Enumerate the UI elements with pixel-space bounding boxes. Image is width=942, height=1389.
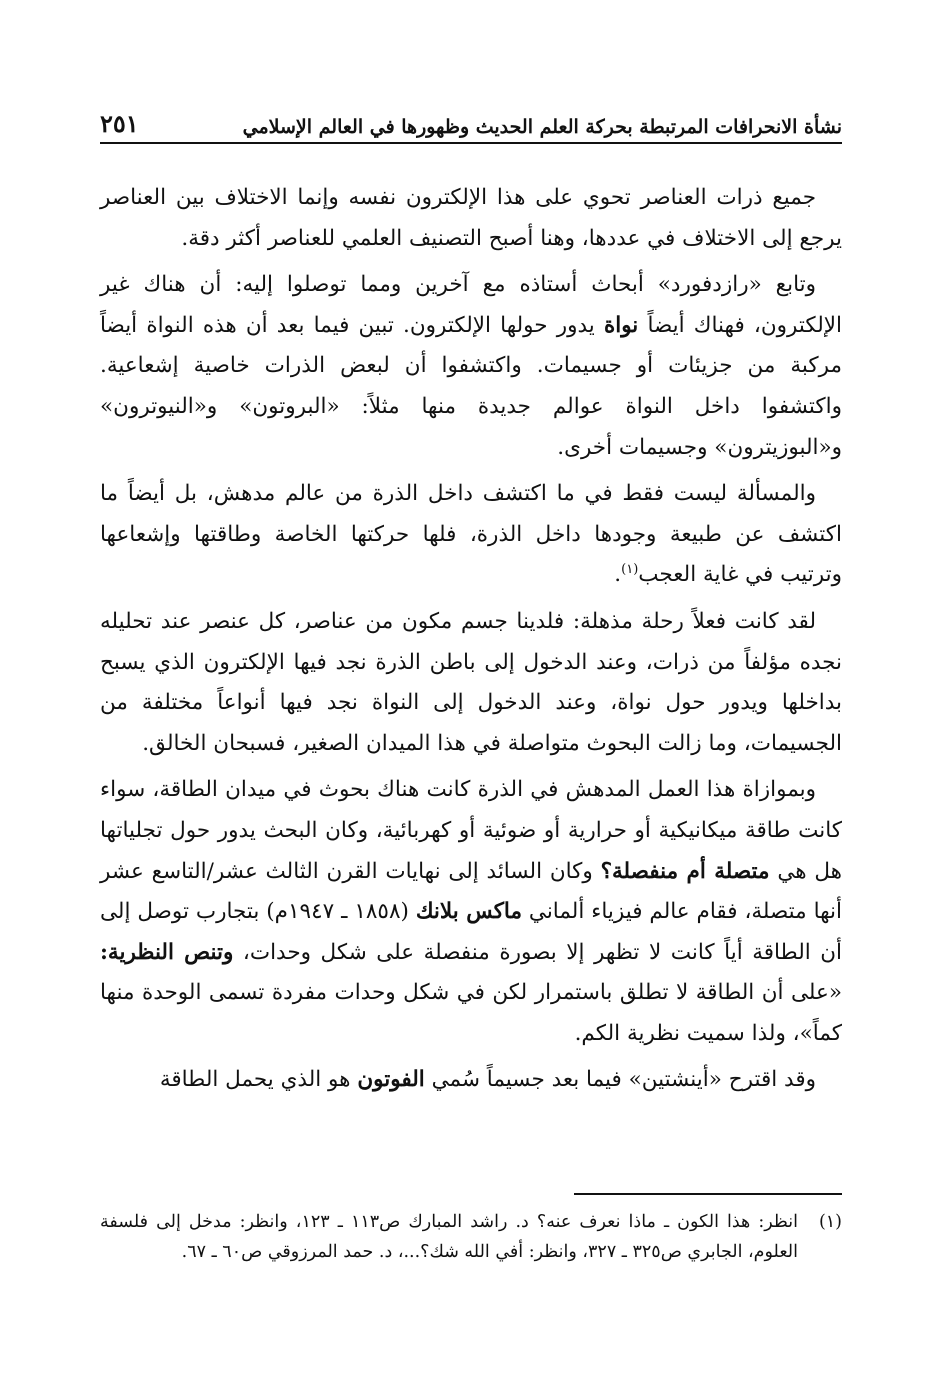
page-number: ٢٥١ [100,109,139,138]
footnote-reference[interactable]: (١) [621,562,639,578]
bold-term-nucleus: نواة [603,312,639,338]
bold-term-continuous-discrete: متصلة أم منفصلة؟ [600,858,770,884]
footnote-text: انظر: هذا الكون ـ ماذا نعرف عنه؟ د. راشد المبارك ص١١٣ ـ ١٢٣، وانظر: مدخل إلى فلسفة العلوم، الجابري ص٣٢٥ ـ ٣٢٧، وانظر: أفي الله شك؟...، د. حمد المرزوقي ص٦٠ ـ ٦٧. [100,1212,798,1262]
paragraph-text: يدور حولها الإلكترون. تبين فيما بعد أن هذه النواة أيضاً مركبة من جزيئات أو جسيمات. واكتشفوا أن لبعض الذرات خاصية إشعاعية. واكتشفوا داخل النواة عوالم جديدة منها مثلاً: «البروتون» و«النيوترون» و«البوزيترون» وجسيمات أخرى. [100,312,842,460]
footnote-divider [574,1193,842,1195]
paragraph-4 [100,602,842,764]
paragraph-1 [100,178,842,259]
paragraph-text: «على أن الطاقة لا تطلق باستمرار لكن في شكل وحدات مفردة تسمى الوحدة منها كماً»، ولذا سميت نظرية الكم. [100,980,842,1046]
paragraph-text: وتابع «رازدفورد» أبحاث أستاذه مع آخرين ومما توصلوا إليه: أن هناك غير الإلكترون، فهناك أيضاً [100,272,843,338]
main-text [100,178,842,1107]
paragraph-6 [100,1060,842,1101]
paragraph-text: وكان السائد إلى نهايات القرن الثالث عشر/التاسع عشر أنها متصلة، فقام عالم فيزياء ألماني [100,858,842,925]
running-header [100,98,842,144]
bold-term-theory: وتنص النظرية: [100,939,234,965]
paragraph-text: والمسألة ليست فقط في ما اكتشف داخل الذرة من عالم مدهش، بل أيضاً ما اكتشف عن طبيعة وجودها داخل الذرة، فلها حركتها الخاصة وطاقتها وإشعاعها وترتيب في غاية العجب [100,481,842,588]
header-title: نشأة الانحرافات المرتبطة بحركة العلم الحديث وظهورها في العالم الإسلامي [242,116,842,138]
paragraph-5 [100,770,842,1054]
bold-term-photon: الفوتون [357,1067,425,1093]
footnote-number: (١) [818,1212,842,1232]
paragraph-text: لقد كانت فعلاً رحلة مذهلة: فلدينا جسم مكون من عناصر، كل عنصر عند تحليله نجده مؤلفاً من ذرات، وعند الدخول إلى باطن الذرة نجد فيها الإلكترون الذي يسبح بداخلها ويدور حول نواة، وعند الدخول إلى النواة نجد فيها أنواعاً مختلفة من الجسيمات، وما زالت البحوث متواصلة في هذا الميدان الصغير، فسبحان الخالق. [100,608,842,756]
paragraph-2 [100,265,842,468]
paragraph-text: . [614,562,622,588]
paragraph-3 [100,474,842,596]
paragraph-text: وبموازاة هذا العمل المدهش في الذرة كانت هناك بحوث في ميدان الطاقة، سواء كانت طاقة ميكانيكية أو حرارية أو ضوئية أو كهربائية، وكان البحث يدور حول تجلياتها هل هي [100,777,842,884]
paragraph-text: (١٨٥٨ ـ ١٩٤٧م) بتجارب توصل إلى أن الطاقة أياً كانت لا تظهر إلا بصورة منفصلة على شكل وحدات، [100,899,843,965]
footnote [100,1208,842,1267]
paragraph-text: جميع ذرات العناصر تحوي على هذا الإلكترون نفسه وإنما الاختلاف بين العناصر يرجع إلى الاختلاف في عددها، وهنا أصبح التصنيف العلمي للعناصر أكثر دقة. [100,185,842,251]
paragraph-text: وقد اقترح «أينشتين» فيما بعد جسيماً سُمي [431,1067,816,1093]
paragraph-text: هو الذي يحمل الطاقة [159,1067,351,1093]
bold-term-max-planck: ماكس بلانك [415,899,522,925]
